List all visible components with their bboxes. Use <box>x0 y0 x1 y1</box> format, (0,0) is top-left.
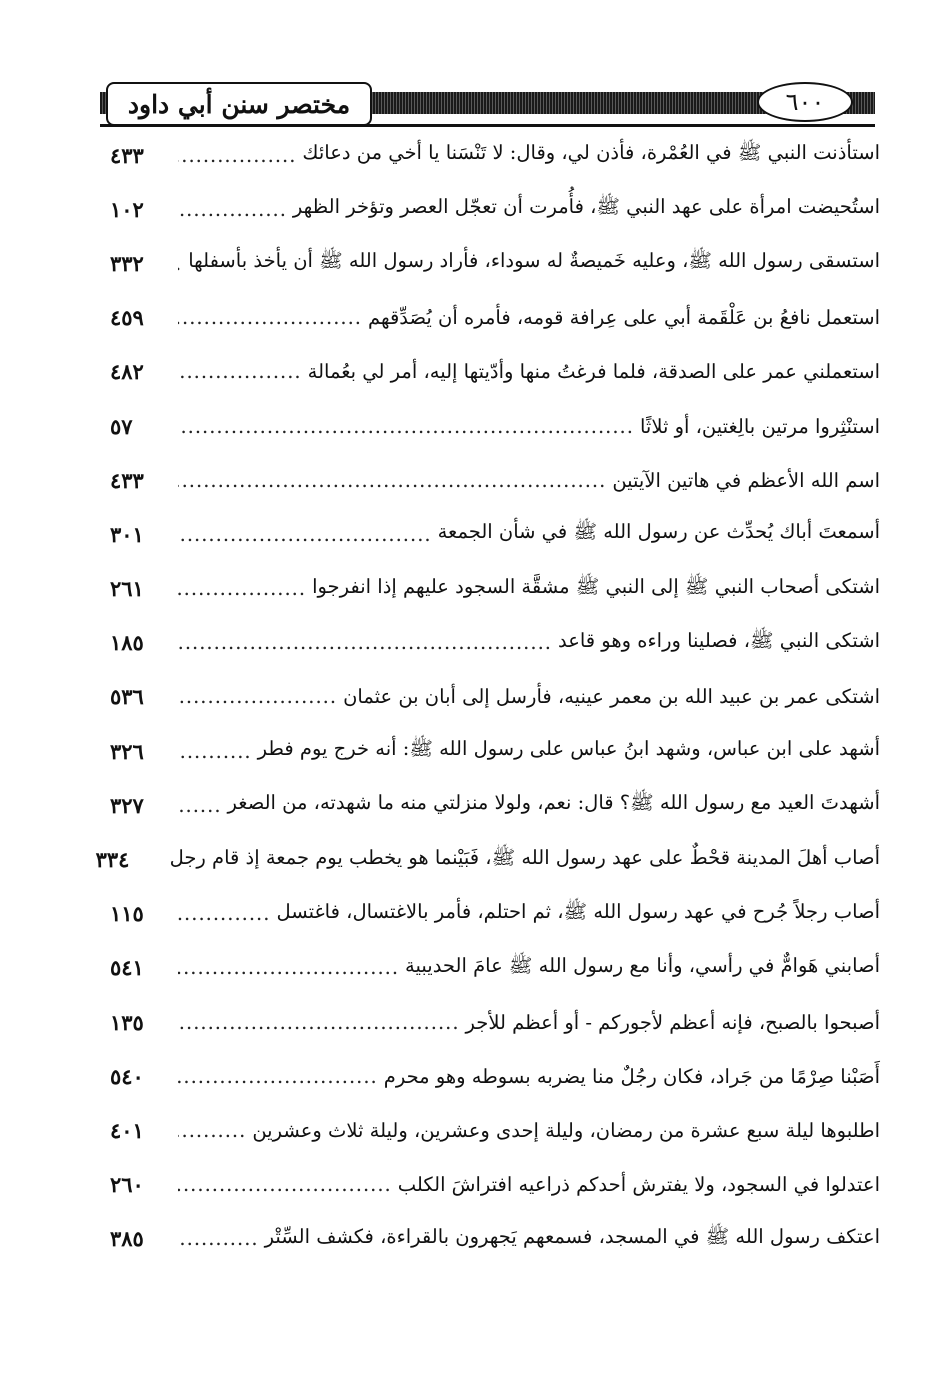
index-entry <box>110 291 880 345</box>
entry-text: استُحيضت امرأة على عهد النبي ﷺ، فأُمرت أن تعجّل العصر وتؤخر الظهر <box>292 195 880 219</box>
dot-leader <box>178 415 634 438</box>
entry-text: اعتكف رسول الله ﷺ في المسجد، فسمعهم يَجهرون بالقراءة، فكشف السِّتْر <box>264 1224 880 1248</box>
entry-page-number: ٣٢٦ <box>110 738 144 764</box>
entry-text: اعتدلوا في السجود، ولا يفترش أحدكم ذراعيه افتراشَ الكلب <box>397 1173 880 1197</box>
index-entry <box>110 670 880 724</box>
index-entry <box>110 778 880 832</box>
entry-text: أصاب أهلَ المدينة قحْطٌ على عهد رسول الله ﷺ، فَبَيْنما هو يخطب يوم جمعة إذ قام رجل <box>169 845 880 869</box>
entry-page-number: ٥٤١ <box>110 955 144 981</box>
entry-text: أصابني هَوامٌّ في رأسي، وأنا مع رسول الله ﷺ عامَ الحديبية <box>405 953 880 977</box>
dot-leader <box>178 685 337 708</box>
dot-leader <box>178 1173 392 1196</box>
entry-page-number: ١٣٥ <box>110 1009 144 1035</box>
dot-leader <box>178 794 222 817</box>
entry-text: أسمعتَ أباك يُحدِّث عن رسول الله ﷺ في شأن الجمعة <box>437 520 880 544</box>
dot-leader <box>178 902 270 925</box>
index-entry <box>110 995 880 1049</box>
page-header <box>100 78 875 130</box>
entry-page-number: ٣٢٧ <box>110 792 144 818</box>
index-entry <box>110 128 880 182</box>
index-entry <box>110 1049 880 1103</box>
dot-leader <box>178 740 252 763</box>
entry-text: اسم الله الأعظم في هاتين الآيتين <box>612 468 880 492</box>
entry-page-number: ١١٥ <box>110 901 144 927</box>
entry-text: استعمل نافعُ بن عَلْقَمة أبي على عِرافة قومه، فأمره أن يُصَدِّقهم <box>368 306 880 330</box>
entry-page-number: ٤٠١ <box>110 1117 144 1143</box>
dot-leader <box>178 306 362 329</box>
dot-leader <box>178 1227 259 1250</box>
entry-page-number: ٤٥٩ <box>110 305 144 331</box>
entry-page-number: ٣٣٤ <box>95 847 130 873</box>
entry-text: اشتكى أصحاب النبي ﷺ إلى النبي ﷺ مشقَّة السجود عليهم إذا انفرجوا <box>312 574 880 598</box>
entry-text: أشهدتَ العيد مع رسول الله ﷺ؟ قال: نعم، ولولا منزلتي منه ما شهدته، من الصغر <box>227 791 880 815</box>
entry-page-number: ٣٠١ <box>110 521 144 547</box>
entry-page-number: ٥٣٦ <box>110 684 144 710</box>
entry-page-number: ٤٣٣ <box>110 467 144 493</box>
dot-leader <box>178 1065 378 1088</box>
dot-leader <box>178 252 182 275</box>
index-entry <box>110 562 880 616</box>
entry-text: أصبحوا بالصبح، فإنه أعظم لأجوركم - أو أعظم للأجر <box>465 1010 880 1034</box>
index-entry <box>110 1212 880 1266</box>
entry-text: أصاب رجلاً جُرح في عهد رسول الله ﷺ، ثم احتلم، فأمر بالاغتسال، فاغتسل <box>276 899 880 923</box>
index-entry <box>110 1158 880 1212</box>
index-entry <box>110 345 880 399</box>
entry-page-number: ٤٣٣ <box>110 142 144 168</box>
index-entry <box>110 887 880 941</box>
dot-leader <box>178 631 552 654</box>
index-entry <box>110 941 880 995</box>
entry-page-number: ٥٤٠ <box>110 1063 144 1089</box>
index-entry <box>110 616 880 670</box>
index-entry <box>95 832 880 886</box>
dot-leader <box>178 360 302 383</box>
entry-page-number: ٥٧ <box>110 413 133 439</box>
index-entry <box>110 1103 880 1157</box>
entry-text: استنْثِروا مرتين بالِغتين، أو ثلاثًا <box>639 414 880 438</box>
entry-text: استسقى رسول الله ﷺ، وعليه خَميصةٌ له سوداء، فأراد رسول الله ﷺ أن يأخذ بأسفلها <box>188 249 880 273</box>
entry-page-number: ١٠٢ <box>110 196 144 222</box>
dot-leader <box>178 956 399 979</box>
entry-text: اشتكى النبي ﷺ، فصلينا وراءه وهو قاعد <box>557 628 880 652</box>
index-entry <box>110 399 880 453</box>
book-title: مختصر سنن أبي داود <box>106 82 372 126</box>
dot-leader <box>178 523 432 546</box>
dot-leader <box>178 144 296 167</box>
hadith-index-list <box>95 128 880 1266</box>
index-entry <box>110 453 880 507</box>
entry-text: أَصَبْنا صِرْمًا من جَراد، فكان رجُلٌ منا يضربه بسوطه وهو محرم <box>383 1064 880 1088</box>
dot-leader <box>178 469 606 492</box>
index-entry <box>110 724 880 778</box>
entry-page-number: ٣٨٥ <box>110 1226 144 1252</box>
index-entry <box>110 236 880 290</box>
dot-leader <box>178 198 287 221</box>
dot-leader <box>178 577 306 600</box>
entry-page-number: ٢٦٠ <box>110 1172 144 1198</box>
entry-page-number: ٣٣٢ <box>110 250 144 276</box>
entry-text: استأذنت النبي ﷺ في العُمْرة، فأذن لي، وقال: لا تَنْسَنا يا أخي من دعائك <box>302 141 880 165</box>
entry-text: أشهد على ابن عباس، وشهد ابنُ عباس على رسول الله ﷺ: أنه خرج يوم فطر <box>257 737 880 761</box>
page-number: ٦٠٠ <box>757 82 853 122</box>
index-entry <box>110 182 880 236</box>
dot-leader <box>178 1119 246 1142</box>
entry-page-number: ١٨٥ <box>110 630 144 656</box>
dot-leader <box>178 1011 460 1034</box>
entry-text: استعملني عمر على الصدقة، فلما فرغتُ منها وأدّيتها إليه، أمر لي بعُمالة <box>307 360 880 384</box>
entry-page-number: ٢٦١ <box>110 576 144 602</box>
entry-page-number: ٤٨٢ <box>110 359 144 385</box>
index-entry <box>110 507 880 561</box>
entry-text: اطلبوها ليلة سبع عشرة من رمضان، وليلة إحدى وعشرين، وليلة ثلاث وعشرين <box>252 1118 880 1142</box>
entry-text: اشتكى عمر بن عبيد الله بن معمر عينيه، فأرسل إلى أبان بن عثمان <box>343 685 880 709</box>
